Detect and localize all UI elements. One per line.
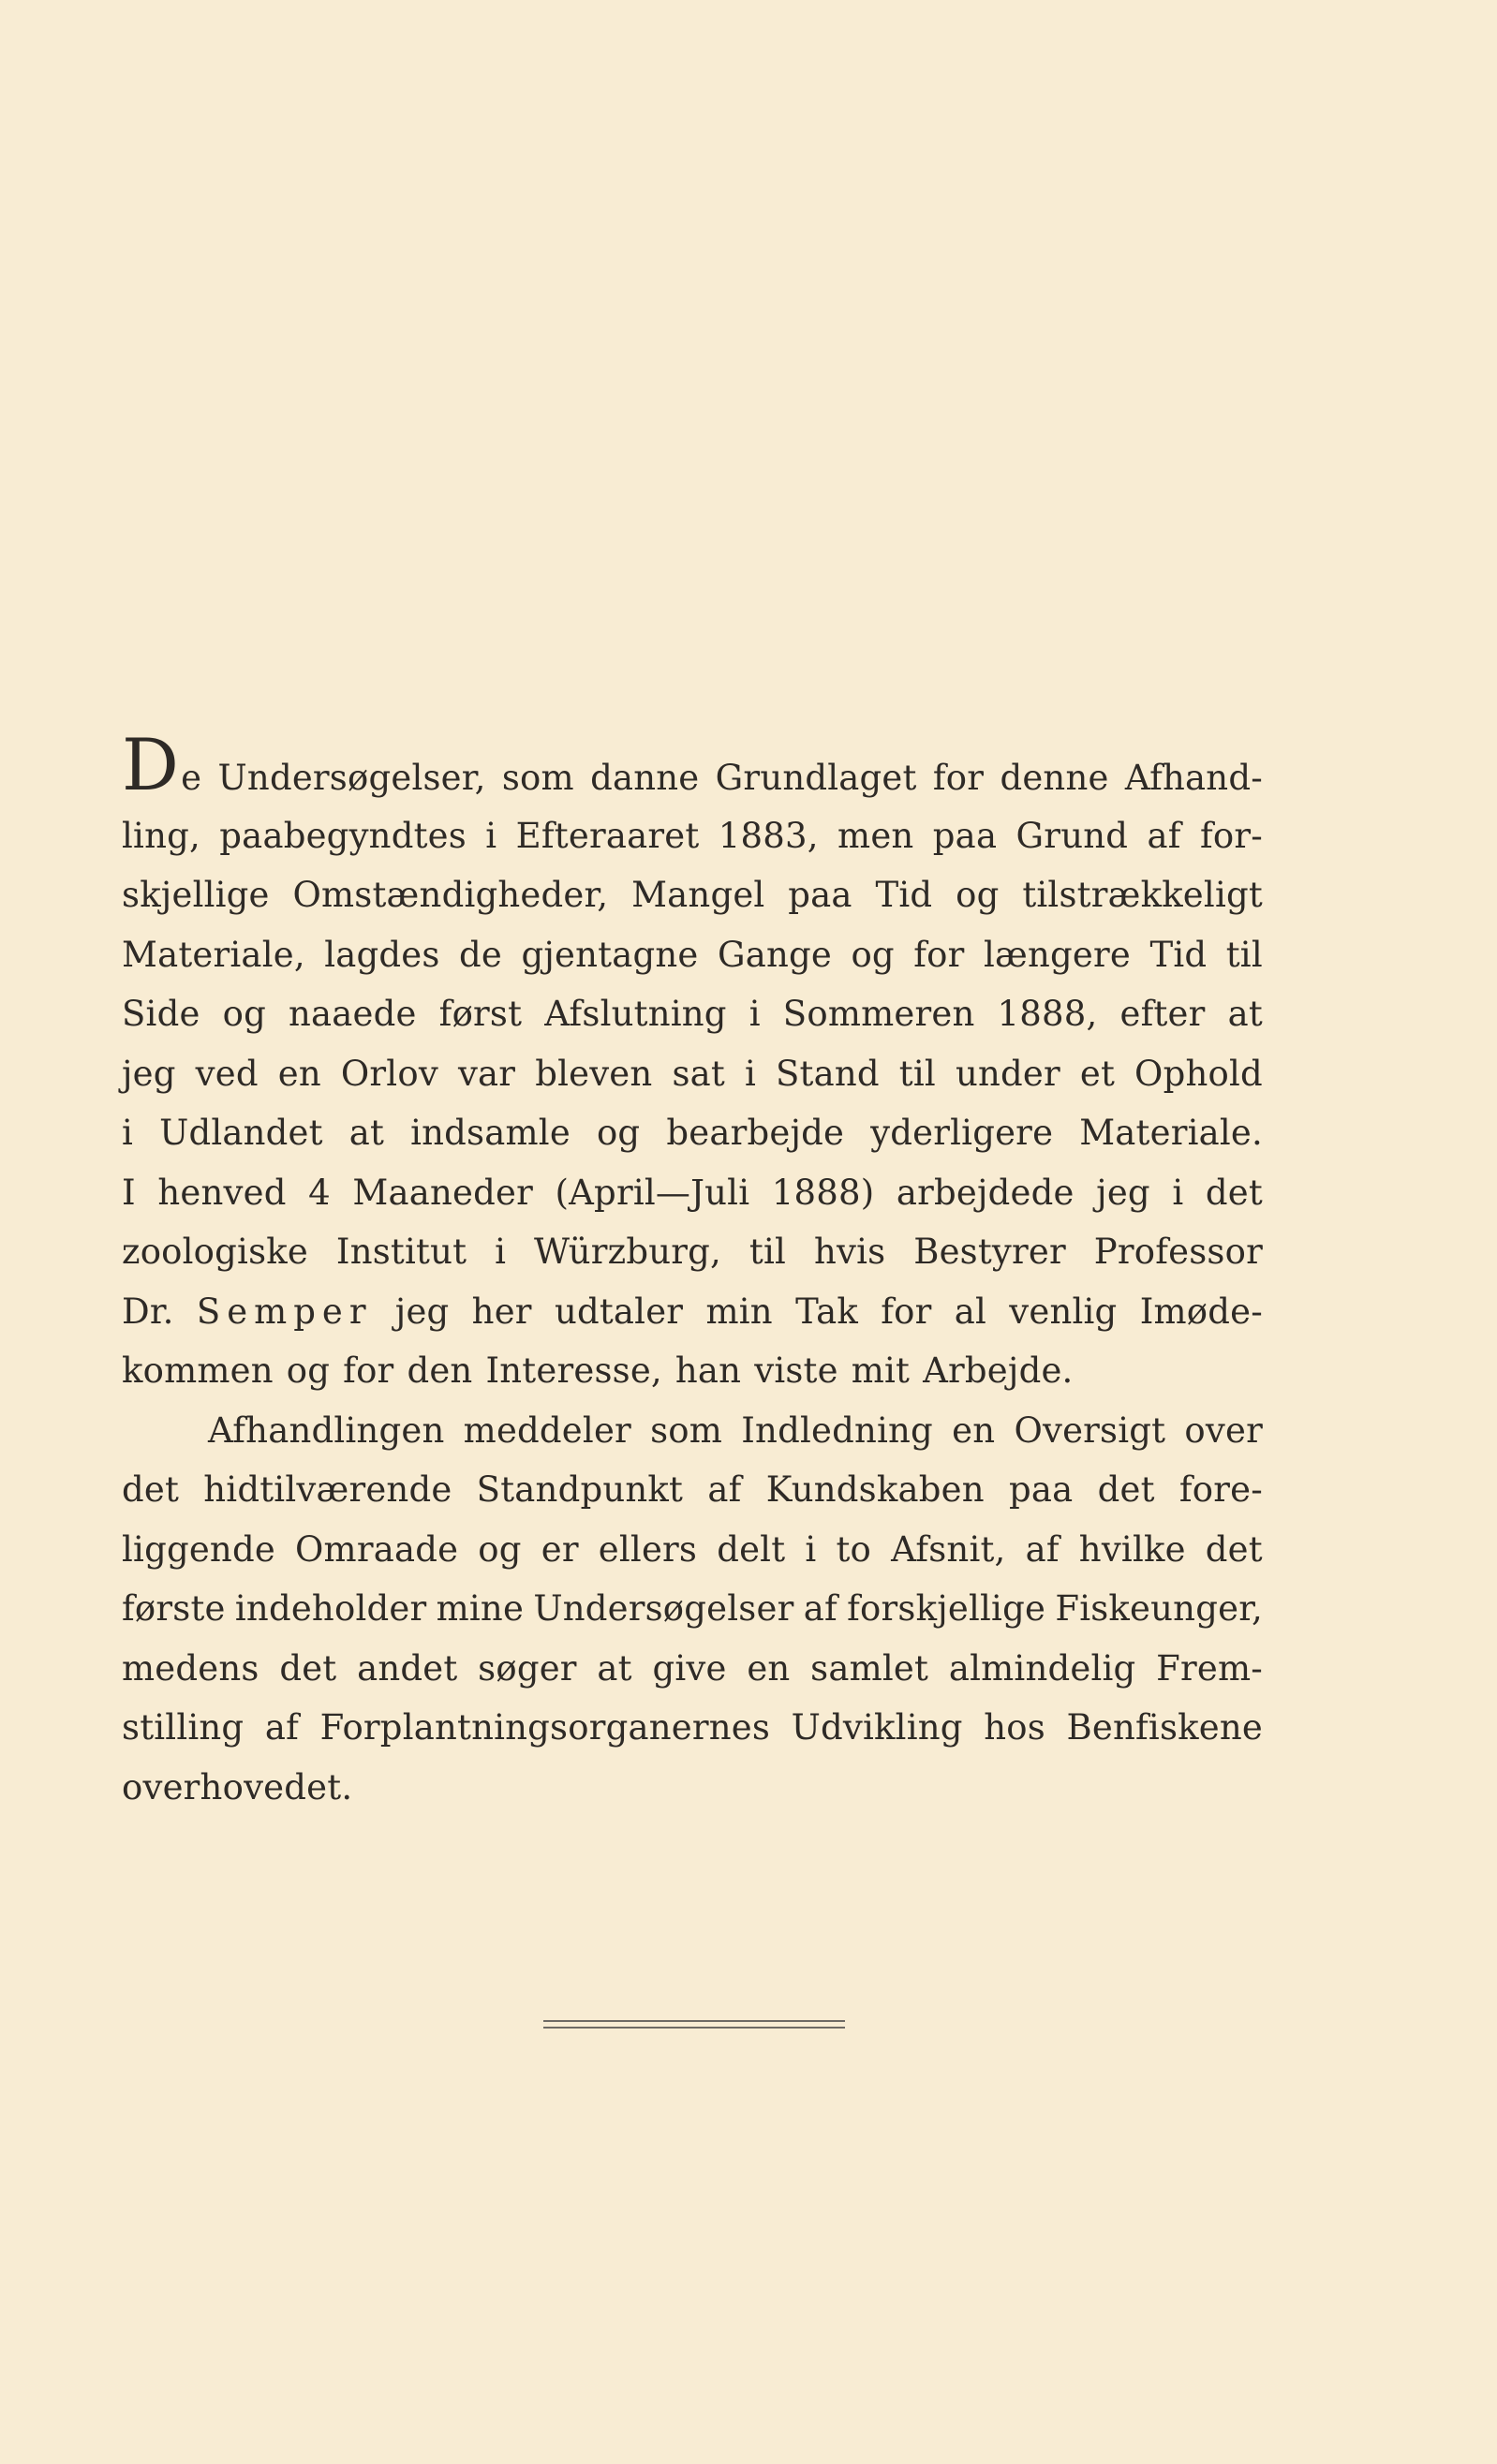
text-line [122, 806, 1263, 866]
ornamental-rule-bottom [543, 2027, 845, 2029]
word: jeg [122, 1053, 176, 1094]
word: jeg [394, 1291, 450, 1332]
word: i [744, 1053, 756, 1094]
word: en [952, 1409, 996, 1451]
text-line [122, 1163, 1263, 1223]
word: Frem- [1156, 1647, 1263, 1689]
word: i [748, 994, 761, 1034]
word: Würzburg, [534, 1232, 722, 1272]
word: hidtilværende [203, 1469, 452, 1510]
word: Dr. [122, 1291, 174, 1332]
word: to [836, 1528, 871, 1570]
word: bearbejde [666, 1113, 845, 1153]
word: 1888, [997, 994, 1098, 1034]
word: liggende [122, 1528, 275, 1570]
body-text [122, 723, 1263, 1817]
word: her [471, 1291, 532, 1332]
word: at [1227, 994, 1263, 1034]
word: 1888) [771, 1172, 875, 1213]
word: det [279, 1647, 337, 1689]
word: indsamle [410, 1113, 571, 1153]
word: første [122, 1588, 226, 1629]
word: (April—Juli [555, 1172, 750, 1213]
word: ling, [122, 815, 200, 856]
word: og [596, 1113, 641, 1153]
word: Kundskaben [765, 1469, 985, 1510]
word: arbejdede [896, 1172, 1075, 1213]
word: Institut [335, 1232, 467, 1272]
text-line [122, 1639, 1263, 1699]
word: han [674, 1350, 742, 1391]
word: ved [195, 1053, 259, 1094]
word: i [122, 1113, 134, 1153]
word: paa [932, 815, 998, 856]
word: gjentagne [521, 934, 699, 975]
word: af [803, 1588, 837, 1629]
word: Semper [196, 1291, 373, 1332]
word: delt [717, 1528, 786, 1570]
word: Benfiskene [1066, 1707, 1263, 1748]
word: skjellige [122, 875, 270, 915]
word: ellers [598, 1528, 698, 1570]
word: Fiskeunger, [1055, 1588, 1263, 1629]
text-line [122, 1401, 1263, 1461]
word: Grundlaget [715, 758, 917, 798]
word: meddeler [463, 1409, 631, 1451]
word: 4 [308, 1172, 331, 1213]
word: I [122, 1172, 136, 1213]
text-line [122, 925, 1263, 985]
word: indeholder [234, 1588, 427, 1629]
word: og [478, 1528, 522, 1570]
text-line [122, 1579, 1263, 1639]
word: Interesse, [485, 1350, 662, 1391]
text-line [122, 1460, 1263, 1520]
word: i [805, 1528, 817, 1570]
drop-cap: D [122, 723, 180, 806]
word: af [1147, 815, 1181, 856]
word: Materiale, [122, 934, 305, 975]
word: at [348, 1113, 385, 1153]
word: Tid [875, 875, 933, 915]
word: og [286, 1350, 331, 1391]
word: Arbejde. [923, 1350, 1074, 1391]
word: medens [122, 1647, 259, 1689]
word: jeg [1096, 1172, 1150, 1213]
word: viste [754, 1350, 838, 1391]
word: Omstændigheder, [292, 875, 609, 915]
word: hvis [813, 1232, 886, 1272]
word: Ophold [1134, 1053, 1263, 1094]
word: de [459, 934, 503, 975]
word: mit [851, 1350, 911, 1391]
word: lagdes [324, 934, 440, 975]
word: et [1079, 1053, 1116, 1094]
word: Efteraaret [515, 815, 700, 856]
word: at [597, 1647, 632, 1689]
word: hos [984, 1707, 1045, 1748]
word: søger [478, 1647, 577, 1689]
word: hvilke [1078, 1528, 1186, 1570]
word: henved [157, 1172, 287, 1213]
word: Forplantningsorganernes [319, 1707, 771, 1748]
word-rest: e [181, 758, 202, 798]
word: naaede [289, 994, 417, 1034]
word: mine [436, 1588, 525, 1629]
text-line [122, 984, 1263, 1044]
word: Sommeren [782, 994, 975, 1034]
word: over [1184, 1409, 1263, 1451]
text-line [122, 865, 1263, 925]
word: til [748, 1232, 787, 1272]
word: i [495, 1232, 507, 1272]
word: Afhandlingen [208, 1409, 445, 1451]
word: sat [672, 1053, 725, 1094]
word: af [707, 1469, 742, 1510]
word: Tid [1149, 934, 1208, 975]
word: under [955, 1053, 1060, 1094]
word: men [837, 815, 914, 856]
word: det [1097, 1469, 1155, 1510]
word: Afhand- [1124, 758, 1263, 798]
word: Mangel [631, 875, 765, 915]
word: den [407, 1350, 473, 1391]
word: til [1225, 934, 1263, 975]
word: til [898, 1053, 936, 1094]
word: Omraade [295, 1528, 459, 1570]
word: Professor [1093, 1232, 1263, 1272]
word: for [881, 1291, 932, 1332]
word: for- [1199, 815, 1263, 856]
word [122, 723, 202, 808]
word: Side [122, 994, 200, 1034]
text-line [122, 1044, 1263, 1104]
word: al [954, 1291, 987, 1332]
word: Maaneder [352, 1172, 533, 1213]
word: min [705, 1291, 773, 1332]
word: og [956, 875, 1000, 915]
word: af [1025, 1528, 1060, 1570]
text-line [122, 1103, 1263, 1163]
word: Undersøgelser [533, 1588, 794, 1629]
word: Orlov [340, 1053, 438, 1094]
word: Afsnit, [891, 1528, 1006, 1570]
word: stilling [122, 1707, 245, 1748]
word: yderligere [870, 1113, 1054, 1153]
word: af [264, 1707, 300, 1748]
word: forskjellige [847, 1588, 1046, 1629]
word: Undersøgelser, [217, 758, 486, 798]
word: Afslutning [544, 994, 727, 1034]
word: give [652, 1647, 727, 1689]
word: er [541, 1528, 579, 1570]
text-line [122, 1698, 1263, 1758]
word: for [913, 934, 965, 975]
word: almindelig [948, 1647, 1136, 1689]
ornamental-rule-top [543, 2020, 845, 2022]
word: længere [984, 934, 1132, 975]
word: en [747, 1647, 791, 1689]
word: det [122, 1469, 180, 1510]
text-line [122, 1282, 1263, 1342]
word: overhovedet. [122, 1766, 353, 1807]
word: tilstrækkeligt [1022, 875, 1263, 915]
word: Stand [776, 1053, 880, 1094]
word: Standpunkt [476, 1469, 684, 1510]
word: paa [1008, 1469, 1074, 1510]
word: samlet [810, 1647, 929, 1689]
word: zoologiske [122, 1232, 308, 1272]
word: og [851, 934, 895, 975]
word: fore- [1178, 1469, 1263, 1510]
word: som [501, 758, 574, 798]
word: var [457, 1053, 516, 1094]
text-line [122, 1222, 1263, 1282]
word: i [485, 815, 497, 856]
word: Tak [795, 1291, 858, 1332]
word: det [1205, 1172, 1263, 1213]
text-line [122, 1758, 1263, 1818]
text-line [122, 1520, 1263, 1580]
word: det [1205, 1528, 1263, 1570]
word: paabegyndtes [219, 815, 467, 856]
word: Grund [1015, 815, 1129, 856]
word: en [277, 1053, 321, 1094]
text-line [122, 723, 1263, 806]
word: i [1172, 1172, 1184, 1213]
word: Gange [717, 934, 832, 975]
word: efter [1119, 994, 1206, 1034]
word: Udvikling [791, 1707, 963, 1748]
word: først [438, 994, 523, 1034]
word: andet [357, 1647, 458, 1689]
word: venlig [1009, 1291, 1118, 1332]
word: Bestyrer [913, 1232, 1066, 1272]
word: bleven [535, 1053, 653, 1094]
word: Oversigt [1014, 1409, 1166, 1451]
word: for [932, 758, 985, 798]
word: paa [788, 875, 852, 915]
word: og [222, 994, 266, 1034]
word: som [650, 1409, 723, 1451]
word: Udlandet [159, 1113, 323, 1153]
word: Indledning [741, 1409, 933, 1451]
word: for [343, 1350, 394, 1391]
text-line [122, 1341, 1263, 1401]
word: Imøde- [1139, 1291, 1263, 1332]
word: denne [1000, 758, 1109, 798]
word: kommen [122, 1350, 274, 1391]
word: Materiale. [1079, 1113, 1263, 1153]
word: udtaler [554, 1291, 684, 1332]
word: 1883, [718, 815, 819, 856]
word: danne [590, 758, 700, 798]
